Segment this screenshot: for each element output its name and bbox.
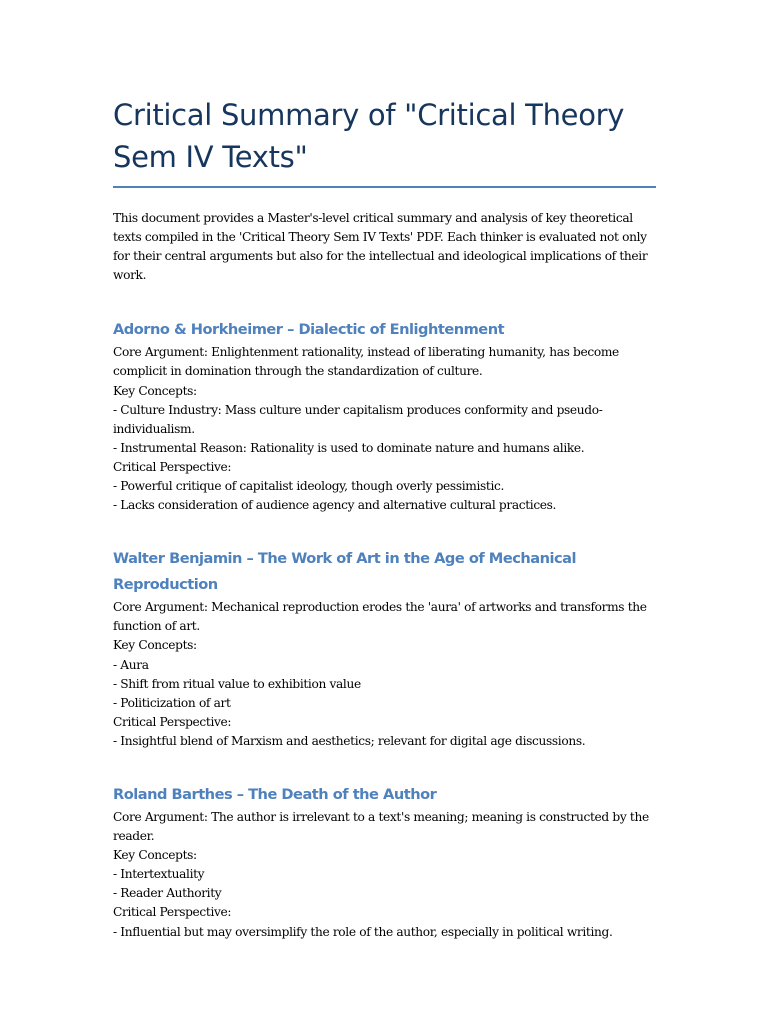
list-item: - Insightful blend of Marxism and aesthetics; relevant for digital age discussions. [113,733,586,748]
list-item: - Intertextuality [113,867,205,882]
list-item: - Aura [113,657,149,672]
list-item: - Instrumental Reason: Rationality is used to dominate nature and humans alike. [113,440,585,455]
list-item: - Shift from ritual value to exhibition value [113,676,361,691]
section-adorno-horkheimer [113,317,656,515]
core-argument: Core Argument: The author is irrelevant to a text's meaning; meaning is constructed by the reader. [113,809,649,844]
list-item: - Culture Industry: Mass culture under capitalism produces conformity and pseudo-individualism. [113,402,603,436]
document-page [113,94,656,973]
critical-perspective-label: Critical Perspective: [113,459,232,474]
section-barthes [113,782,656,942]
key-concepts-label: Key Concepts: [113,848,197,863]
section-heading: Walter Benjamin – The Work of Art in the Age of Mechanical Reproduction [113,550,577,594]
critical-perspective-label: Critical Perspective: [113,714,232,729]
title-divider [113,186,656,188]
core-argument: Core Argument: Mechanical reproduction erodes the 'aura' of artworks and transforms the function of art. [113,600,647,634]
list-item: - Reader Authority [113,886,222,901]
intro-paragraph: This document provides a Master's-level critical summary and analysis of key theoretical texts compiled in the 'Critical Theory Sem IV Texts' PDF. Each thinker is evaluated not only for their central arguments but also for the intellectual and ideological implications of their work. [113,211,648,283]
section-heading: Adorno & Horkheimer – Dialectic of Enlightenment [113,321,505,339]
key-concepts-label: Key Concepts: [113,383,197,398]
section-benjamin [113,546,656,751]
core-argument: Core Argument: Enlightenment rationality, instead of liberating humanity, has become complicit in domination through the standardization of culture. [113,345,619,379]
document-title: Critical Summary of "Critical Theory Sem IV Texts" [113,98,625,174]
list-item: - Influential but may oversimplify the role of the author, especially in political writing. [113,924,613,939]
section-heading: Roland Barthes – The Death of the Author [113,785,437,803]
list-item: - Politicization of art [113,695,231,710]
list-item: - Powerful critique of capitalist ideology, though overly pessimistic. [113,479,505,494]
list-item: - Lacks consideration of audience agency and alternative cultural practices. [113,498,557,513]
key-concepts-label: Key Concepts: [113,638,197,653]
critical-perspective-label: Critical Perspective: [113,905,232,920]
